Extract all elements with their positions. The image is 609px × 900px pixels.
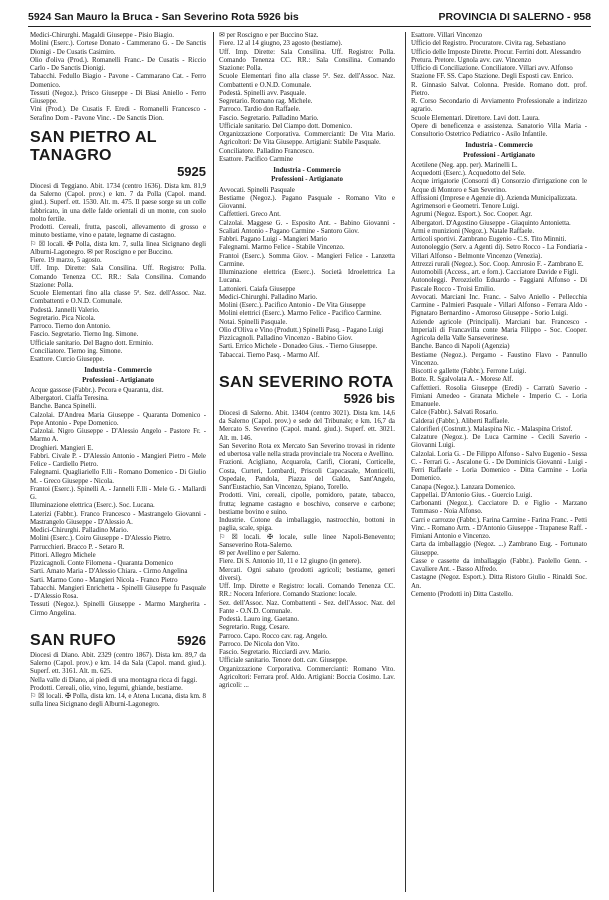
entry: Albergatori. D'Agostino Giuseppe - Giaquinto Antonietta.: [411, 219, 571, 227]
entry: Calderai (Fabbr.). Aliberti Raffaele.: [411, 417, 510, 425]
entry: Fabbri. Pagano Luigi - Mangieri Mario: [219, 236, 327, 243]
entry: Esattore. Villari Vincenzo: [411, 32, 483, 39]
entry: Olio d'oliva (Prod.). Romanelli Franc.- De Cusatis - Riccio Carlo - De Sanctis Dionigi.: [30, 56, 206, 72]
entry: R. Corso Secondario di Avviamento Professionale a indirizzo agrario.: [411, 98, 587, 114]
entry: Tabacchi. Fedullo Biagio - Pavone - Cammarano Cat. - Ferro Domenico.: [30, 73, 206, 89]
entry: Tessuti (Negoz.). Spinelli Giuseppe - Marmo Margherita - Cirmo Angelina.: [30, 601, 206, 617]
entry: ⚐ ☒ locali. ✠ Polla, dista km. 7, sulla linea Sicignano degli Alburni-Lagonegro. ✉ per Roscigno e per Buccino.: [30, 240, 206, 256]
entry: Bestiame (Negoz.). Pergamo - Faustino Flavo - Pannullo Vincenzo.: [411, 351, 587, 367]
entry: Notai. Spinelli Pasquale.: [219, 318, 288, 326]
entry: Acque irrigatorie (Consorzi di) Consorzio d'irrigazione con le Acque di Montoro e San Severino.: [411, 178, 587, 194]
entry: ⚐ ☒ locali. ✠ locale, sulle linee Napoli-Benevento; Sanseverino Rota-Salerno.: [219, 533, 395, 549]
entry: Banche. Banca Spinelli.: [30, 403, 97, 411]
subsection-heading: Professioni - Artigianato: [463, 151, 535, 159]
entry: Pizzicagnoli. Palladino Vincenzo - Babino Giov.: [219, 335, 353, 342]
entry: Scuole Elementari fino alla classe 5ª. Sez. dell'Assoc. Naz. Combattenti e O.N.D. Comunale.: [219, 73, 395, 89]
entry: Falegnami. Marmo Felice - Stabile Vincenzo.: [219, 244, 345, 252]
column-2: [219, 32, 395, 690]
entry: Opere di beneficenza e assistenza. Sanatorio Villa Maria - Consultorio Ostetrico Pediatrico - Asilo Infantile.: [411, 122, 587, 138]
entry: Fabbri. Civale P. - D'Alessio Antonio - Mangieri Pietro - Mele Felice - Cardiello Pietro.: [30, 452, 206, 468]
entry: Parroco. Capo. Rocco cav. rag. Angelo.: [219, 632, 328, 640]
entry: Biscotti e gallette (Fabbr.). Ferrone Luigi.: [411, 368, 527, 375]
entry: Casse e cassette da imballaggio (Fabbr.). Paolello Genn. - Cavaliere Ant. - Basso Alfredo.: [411, 557, 587, 573]
header-left: 5924 San Mauro la Bruca - San Severino Rota 5926 bis: [28, 11, 299, 23]
entry: Pizzicagnoli. Conte Filomena - Quaranta Domenico: [30, 560, 174, 567]
entry: Scuole Elementari fino alla classe 5ª. Sez. dell'Assoc. Naz. Combattenti e O.N.D. Comunale.: [30, 290, 206, 306]
entry: Avvocati. Spinelli Pasquale: [219, 186, 295, 194]
entry: Frantoi (Eserc.). Spinelli A. - Jannelli F.lli - Mele G. - Mallardi G.: [30, 485, 206, 501]
entry: Acquedotti (Eserc.). Acquedotto del Sele.: [411, 170, 526, 177]
entry: Fiere. Di S. Antonio 10, 11 e 12 giugno (in genere).: [219, 558, 362, 566]
entry: Uff. Imp. Dirette: Sala Consilina. Uff. Registro: Polla. Comando Tenenza CC. RR.: Sala Consilina. Comando Stazione: Polla.: [30, 265, 206, 289]
entry: Fascio. Segretario. Tierno Ing. Simone.: [30, 331, 139, 339]
entry: Pretura. Pretore. Ugnola avv. cav. Vincenzo: [411, 56, 532, 64]
entry: Scuole Elementari. Direttore. Lavi dott. Laura.: [411, 114, 540, 122]
entry: Ufficio di Conciliazione. Conciliatore. Villari avv. Alfonso: [411, 65, 573, 72]
entry: Diocesi di Diano. Abit. 2329 (centro 1867). Dista km. 89,7 da Salerno (Capol. prov.) e km. 14 da Sala (Capol. mand. giud.). Superf. ett. 3161. Alt. m. 625.: [30, 651, 206, 676]
entry: Sez. dell'Assoc. Naz. Combattenti - Sez. dell'Assoc. Naz. del Fante - O.N.D. Comunale.: [219, 599, 395, 615]
entry: Ufficiale sanitario. Del Ciampo dott. Domenico.: [219, 122, 353, 130]
entry: Prodotti. Cereali, olio, vino, legumi, ghiande, bestiame.: [30, 684, 183, 692]
entry: Affissioni (Imprese e Agenzie di). Azienda Municipalizzata.: [411, 194, 577, 202]
entry: Avvocati. Marciani Inc. Franc. - Salvo Aniello - Pellecchia Carmine - Palmieri Pasquale - Villari Alfonso - Ferrara Aldo - Pignataro Bernardino - Amoroso Giuseppe - Sorio Luigi.: [411, 293, 587, 318]
section-number: 5925: [177, 163, 206, 179]
entry: Segretario. Romano rag. Michele.: [219, 98, 313, 105]
entry: Illuminazione elettrica (Eserc.). Società Idroelettrica La Lucana.: [219, 269, 395, 285]
entry: Medici-Chirurghi. Palladino Mario.: [219, 293, 318, 301]
entry: Nella valle di Diano, ai piedi di una montagna ricca di faggi.: [30, 676, 198, 684]
entry: Mercati. Ogni sabato (prodotti agricoli; bestiame, generi diversi).: [219, 566, 395, 582]
subsection-heading: Professioni - Artigianato: [82, 376, 154, 384]
entry: Falegnami. Quagliariello F.lli - Romano Domenico - Di Giulio M. - Greco Giuseppe - Nicola.: [30, 469, 206, 485]
entry: Agrimensori e Geometri. Tenore Luigi.: [411, 203, 520, 210]
entry: Stazione FF. SS. Capo Stazione. Degli Esposti cav. Enrico.: [411, 73, 574, 81]
entry: Diocesi di Salerno. Abit. 13404 (centro 3021). Dista km. 14,6 da Salerno (Capol. prov.) e sede del Tribunale; e km. 16,7 da Mercato S. Severino (Capol. mand. giud.). Superf. ett. 3021. Alt. m. 146.: [219, 409, 395, 442]
entry: Prodotti. Cereali, frutta, pascoli, allevamento di grosso e minuto bestiame, vino e patate, legname di castagno.: [30, 224, 206, 240]
subsection-heading: Professioni - Artigianato: [271, 176, 343, 184]
section-title: SAN RUFO: [30, 631, 116, 649]
section-title: SAN PIETRO AL TANAGRO: [30, 128, 157, 164]
entry: ✉ per Avellino e per Salerno.: [219, 550, 301, 557]
entry: Calce (Fabbr.). Salvati Rosario.: [411, 409, 498, 417]
entry: Sarti. Marmo Cono - Mangieri Nicola - Franco Pietro: [30, 576, 178, 584]
entry: Ufficiale sanitario. Tenore dott. cav. Giuseppe.: [219, 657, 348, 665]
subsection-heading: Industria - Commercio: [465, 142, 533, 150]
entry: Lattonieri. Caiafa Giuseppe: [219, 285, 296, 293]
section-heading-row: [30, 632, 206, 652]
entry: Cemento (Prodotti in) Ditta Castello.: [411, 590, 514, 598]
entry: Frantoi (Eserc.). Somma Giov. - Mangieri Felice - Lanzetta Carmine.: [219, 252, 395, 268]
entry: Ufficio delle Imposte Dirette. Procur. Ferrini dott. Alessandro: [411, 48, 581, 56]
entry: Tessuti (Negoz.). Prisco Giuseppe - Di Biasi Aniello - Ferro Giuseppe.: [30, 89, 206, 105]
entry: Cappellai. D'Antonio Gius. - Guercio Luigi.: [411, 491, 533, 499]
entry: Illuminazione elettrica (Eserc.). Soc. Lucana.: [30, 502, 155, 510]
entry: Organizzazione Corporativa. Commercianti: Romano Vito. Agricoltori: Ferrara prof. Aldo. Artigiani: Boccia Cosimo. Lav. agricoli: ...: [219, 665, 395, 689]
entry: Molini elettrici (Eserc.). Marmo Felice - Pacifico Carmine.: [219, 310, 382, 318]
entry: Armi e munizioni (Negoz.). Natale Raffaele.: [411, 227, 535, 235]
entry: Caffettieri. Rosolia Giuseppe (Eredi) - Carratù Saverio - Fimiani Amedeo - Granata Michele - Imperio C. - Loria Emanuele.: [411, 384, 587, 408]
entry: Acque gassose (Fabbr.). Pecora e Quaranta, dist.: [30, 386, 164, 394]
section-number: 5926: [177, 632, 206, 648]
entry: Autonoleggi. Perozziello Eduardo - Faggiani Alfonso - Di Pascale Rocco - Troisi Emilio.: [411, 277, 587, 293]
entry: Molini (Eserc.). Pacifico Antonio - De Vita Giuseppe: [219, 302, 366, 309]
subsection-heading: Industria - Commercio: [84, 367, 152, 375]
entry: Medici-Chirurghi. Palladino Mario.: [30, 527, 129, 534]
entry: Aziende agricole (Principali). Marciani bar. Francesco - Imperiali di Francavilla conte Maria Filippo - Soc. Cooper. Agricola della Valle Sanseverinese.: [411, 318, 587, 342]
entry: Uff. Imp. Dirette: Sala Consilina. Uff. Registro: Polla. Comando Tenenza CC. RR.: Sala Consilina. Comando Stazione: Polla.: [219, 48, 395, 72]
entry: Calzolai. Maggese G. - Esposito Ant. - Babino Giovanni - Scaliati Antonio - Pagano Carmine - Santoro Giov.: [219, 219, 395, 235]
entry: Podestà. Lauro ing. Gaetano.: [219, 616, 299, 623]
entry: Tabaccai. Tierno Pasq. - Marmo Alf.: [219, 351, 320, 359]
entry: Podestà. Jannelli Valerio.: [30, 306, 100, 314]
section-title: SAN SEVERINO ROTA: [219, 373, 394, 391]
entry: Industrie. Cotone da imballaggio, nastrocchio, bottoni in paglia, scale, spiga.: [219, 517, 395, 533]
entry: Bestiame (Negoz.). Pagano Pasquale - Romano Vito e Giovanni.: [219, 194, 395, 210]
entry: Parroco. De Nicola don Vito.: [219, 640, 300, 648]
entry: Diocesi di Teggiano. Abit. 1734 (centro 1636). Dista km. 81,9 da Salerno (Capol. prov.) e km. 7 da Polla (Capol. mand. giud.). Superf. ett. 1530. Alt. m. 475. Il paese sorge su un colle fabbricato, in una delle falde orientali di un monte, con suolo molto fertile.: [30, 182, 206, 223]
entry: Conciliatore. Palladino Francesco.: [219, 147, 314, 155]
entry: ⚐ ☒ locali. ✠ Polla, dista km. 14, e Atena Lucana, dista km. 8 sulla linea Sicignano degli Alburni-Lagonegro.: [30, 693, 206, 709]
entry: Fascio. Segretario. Ricciardi avv. Mario.: [219, 649, 331, 656]
entry: Laterizi (Fabbr.). Franco Francesco - Mastrangelo Giovanni - Mastrangelo Giuseppe - D'Alessio A.: [30, 510, 206, 526]
entry: Medici-Chirurghi. Magaldi Giuseppe - Pisio Biagio.: [30, 32, 174, 39]
entry: Molini (Eserc.). Cortese Donato - Cammerano G. - De Sanctis Dionigi - De Cusatis Casimiro.: [30, 40, 206, 56]
entry: Agrumi (Negoz. Esport.). Soc. Cooper. Agr.: [411, 211, 533, 219]
entry: Frazioni. Acigliano, Acquarola, Carifi, Ciorani, Corticelle, Costa, Curteri, Lombardi, Priscoli Capocasale, Monticelli, Ospedale, Pandola, Piazza del Galdo, Sant'Angelo, Sant'Eustachio, San Vincenzo, Spiano, Torello.: [219, 459, 395, 491]
entry: Podestà. Spinelli avv. Pasquale.: [219, 89, 307, 97]
entry: Calzature (Negoz.). De Luca Carmine - Cecili Saverio - Giovanni Luigi.: [411, 434, 587, 450]
entry: Organizzazione Corporativa. Commercianti: De Vita Mario. Agricoltori: De Vita Giuseppe. Artigiani: Stabile Pasquale.: [219, 131, 395, 147]
entry: Calorifieri (Costrutt.). Malaspina Nic. - Malaspina Cristof.: [411, 425, 573, 433]
entry: Calzolai. Nigro Giuseppe - D'Alessio Angelo - Pastore Fr. - Marmo A.: [30, 428, 206, 444]
entry: Carbonanti (Negoz.). Cacciatore D. e Figlio - Marzano Tommaso - Noia Alfonso.: [411, 500, 587, 516]
entry: Castagne (Negoz. Esport.). Ditta Ristoro Giulio - Rinaldi Soc. An.: [411, 574, 587, 590]
entry: Sarti. Errico Michele - Donadeo Gius. - Tierno Giuseppe.: [219, 343, 378, 351]
entry: Articoli sportivi. Zambrano Eugenio - C.S. Tito Minniti.: [411, 236, 567, 243]
column-3: [411, 32, 587, 599]
entry: Carri e carrozze (Fabbr.). Farina Carmine - Farina Franc. - Petti Vinc. - Romano Arm. - D'Antonio Giuseppe - Trapanese Raff. - Fimiani Antonio e Vincenzo.: [411, 516, 587, 540]
entry: Esattore. Curcio Giuseppe.: [30, 356, 105, 363]
entry: Vini (Prod.). De Cusatis F. Eredi - Romanelli Francesco - Serafino Dom - Pavone Vinc. - De Sanctis Dion.: [30, 106, 206, 122]
entry: Segretario. Rugg. Cesare.: [219, 624, 290, 632]
entry: Sarti. Amato Maria - D'Alessio Chiara. - Cirmo Angelina: [30, 568, 188, 576]
entry: Automobili (Access., art. e forn.). Cacciatore Davide e Figli.: [411, 269, 579, 276]
entry: Calzolai. D'Andrea Maria Giuseppe - Quaranta Domenico - Pepe Antonio - Pepe Domenico.: [30, 411, 206, 427]
entry: Parroco. Tierno don Antonio.: [30, 323, 111, 330]
entry: Caffettieri. Greco Ant.: [219, 211, 281, 219]
column-divider: [213, 32, 214, 892]
entry: Parroco. Tardio don Raffaele.: [219, 106, 301, 114]
entry: Attrezzi rurali (Negoz.). Soc. Coop. Amrosio F. - Zambrano E.: [411, 260, 584, 268]
entry: Autonoleggio (Serv. a Agenti di). Setro Rocco - La Fondiaria - Villari Alfonso - Belmonte Vincenzo (Venezia).: [411, 244, 587, 260]
column-1: [30, 32, 206, 710]
subsection-heading: Industria - Commercio: [273, 167, 341, 174]
entry: Fiere. 12 al 14 giugno, 23 agosto (bestiame).: [219, 40, 343, 48]
entry: Molini (Eserc.). Coiro Giuseppe - D'Alessio Pietro.: [30, 535, 172, 543]
entry: Esattore. Pacifico Carmine: [219, 155, 294, 163]
entry: Fiere. 19 marzo, 5 agosto.: [30, 257, 102, 264]
entry: Tabacchi. Mangieri Enrichetta - Spinelli Giuseppe fu Pasquale - D'Alessio Rosa.: [30, 584, 206, 600]
entry: San Severino Rota ex Mercato San Severino trovasi in ridente ed ubertosa valle nella strada provinciale tra Nocera e Avellino.: [219, 442, 395, 458]
entry: ✉ per Roscigno e per Buccino Staz.: [219, 32, 319, 39]
entry: Uff. Imp. Dirette e Registro: locali. Comando Tenenza CC. RR.: Nocera Inferiore. Comando Stazione: locale.: [219, 583, 395, 599]
entry: Conciliatore. Tierno ing. Simone.: [30, 347, 123, 355]
section-number: 5926 bis: [343, 390, 395, 406]
entry: Carta da imballaggio (Negoz. ...) Zambrano Eug. - Fortunato Giuseppe.: [411, 541, 587, 557]
entry: Olio d'Oliva e Vino (Produtt.) Spinelli Pasq. - Pagano Luigi: [219, 326, 384, 334]
entry: Calzolai. Loria G. - De Filippo Alfonso - Salvo Eugenio - Sessa C. - Ferrari G. - Ascalone G. - De Dominicis Giovanni - Luigi - Ferri Raffaele - Loria Domenico - Ditta Carmine - Loria Domenico.: [411, 450, 587, 483]
entry: Banche. Banco di Napoli (Agenzia): [411, 343, 510, 351]
entry: Acetilene (Neg. app. per). Marinelli L.: [411, 161, 518, 169]
column-divider: [405, 32, 406, 892]
page-header: [28, 10, 591, 27]
entry: Droghieri. Mangieri E.: [30, 444, 94, 452]
entry: Pittori. Allegro Michele: [30, 551, 96, 559]
entry: Fascio. Segretario. Palladino Mario.: [219, 114, 319, 122]
entry: Canapa (Negoz.). Lanzara Domenico.: [411, 483, 516, 491]
entry: Botte. R. Sgalvolata A. - Morese Alf.: [411, 376, 514, 384]
entry: R. Ginnasio Salvat. Colonna. Preside. Romano dott. prof. Pietro.: [411, 81, 587, 97]
header-right: PROVINCIA DI SALERNO - 958: [438, 11, 591, 23]
entry: Segretario. Pica Nicola.: [30, 314, 96, 322]
entry: Ufficiale sanitario. Del Bagno dott. Erminio.: [30, 339, 154, 347]
entry: Ufficio del Registro. Procuratore. Civita rag. Sebastiano: [411, 40, 566, 48]
entry: Prodotti. Vini, cereali, cipolle, pomidoro, patate, tabacco, frutta; legname castagno e boschivo, conserve e carbone; bestiame bovino e suino.: [219, 492, 395, 516]
entry: Albergatori. Ciaffa Teresina.: [30, 395, 109, 402]
entry: Parrucchieri. Bracco P. - Setaro R.: [30, 543, 125, 551]
